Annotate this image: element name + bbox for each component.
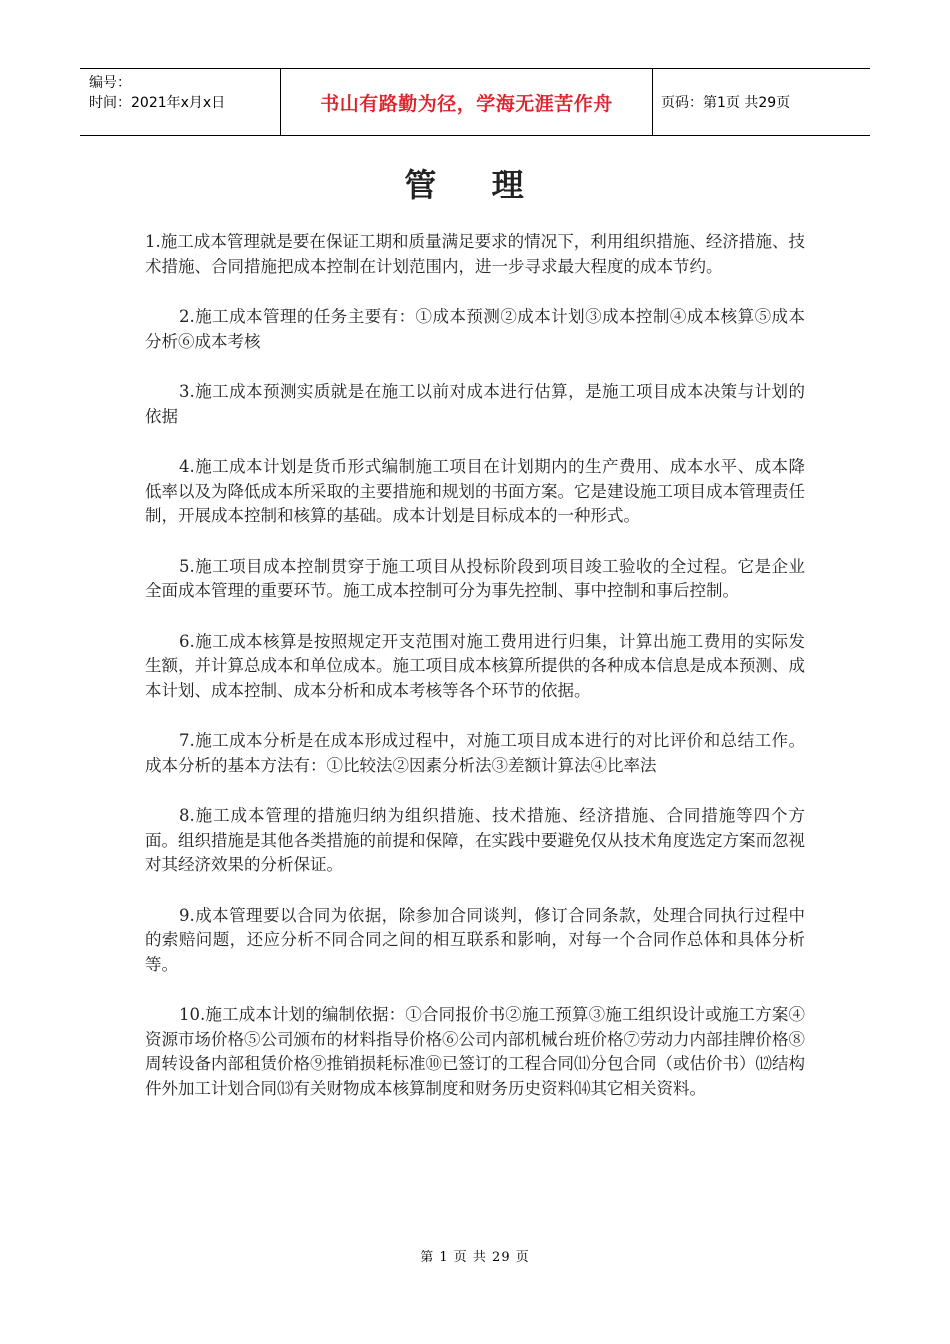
header-meta	[80, 69, 281, 135]
paragraph-3: 3.施工成本预测实质就是在施工以前对成本进行估算，是施工项目成本决策与计划的依据	[145, 382, 805, 426]
paragraph-5: 5.施工项目成本控制贯穿于施工项目从投标阶段到项目竣工验收的全过程。它是企业全面成本管理的重要环节。施工成本控制可分为事先控制、事中控制和事后控制。	[145, 556, 805, 600]
paragraph-8: 8.施工成本管理的措施归纳为组织措施、技术措施、经济措施、合同措施等四个方面。组织措施是其他各类措施的前提和保障，在实践中要避免仅从技术角度选定方案而忽视对其经济效果的分析保证。	[145, 806, 805, 874]
motto-text: 书山有路勤为径，学海无涯苦作舟	[320, 92, 613, 115]
date-label: 时间：2021年x月x日	[89, 95, 226, 111]
paragraph-4: 4.施工成本计划是货币形式编制施工项目在计划期内的生产费用、成本水平、成本降低率以及为降低成本所采取的主要措施和规划的书面方案。它是建设施工项目成本管理责任制，开展成本控制和核算的基础。成本计划是目标成本的一种形式。	[145, 457, 805, 525]
page-footer: 第 1 页 共 29 页	[420, 1250, 530, 1265]
paragraph-2: 2.施工成本管理的任务主要有：①成本预测②成本计划③成本控制④成本核算⑤成本分析⑥成本考核	[145, 307, 805, 351]
page-title: 管 理	[404, 166, 546, 204]
header-page-info	[653, 69, 870, 135]
paragraph-7: 7.施工成本分析是在成本形成过程中，对施工项目成本进行的对比评价和总结工作。成本分析的基本方法有：①比较法②因素分析法③差额计算法④比率法	[145, 731, 805, 775]
document-header	[80, 68, 870, 136]
page-info-text: 页码：第1页 共29页	[661, 95, 791, 111]
paragraph-10: 10.施工成本计划的编制依据：①合同报价书②施工预算③施工组织设计或施工方案④资源市场价格⑤公司颁布的材料指导价格⑥公司内部机械台班价格⑦劳动力内部挂牌价格⑧周转设备内部租赁价格⑨推销损耗标准⑩已签订的工程合同⑾分包合同（或估价书）⑿结构件外加工计划合同⒀有关财物成本核算制度和财务历史资料⒁其它相关资料。	[145, 1005, 805, 1098]
paragraph-6: 6.施工成本核算是按照规定开支范围对施工费用进行归集，计算出施工费用的实际发生额，并计算总成本和单位成本。施工项目成本核算所提供的各种成本信息是成本预测、成本计划、成本控制、成本分析和成本考核等各个环节的依据。	[145, 631, 805, 700]
code-label: 编号：	[89, 75, 131, 91]
document-body	[145, 230, 805, 1127]
paragraph-9: 9.成本管理要以合同为依据，除参加合同谈判，修订合同条款，处理合同执行过程中的索赔问题，还应分析不同合同之间的相互联系和影响，对每一个合同作总体和具体分析等。	[145, 905, 805, 974]
paragraph-1: 1.施工成本管理就是要在保证工期和质量满足要求的情况下，利用组织措施、经济措施、技术措施、合同措施把成本控制在计划范围内，进一步寻求最大程度的成本节约。	[145, 232, 805, 276]
header-motto-cell	[281, 69, 653, 135]
